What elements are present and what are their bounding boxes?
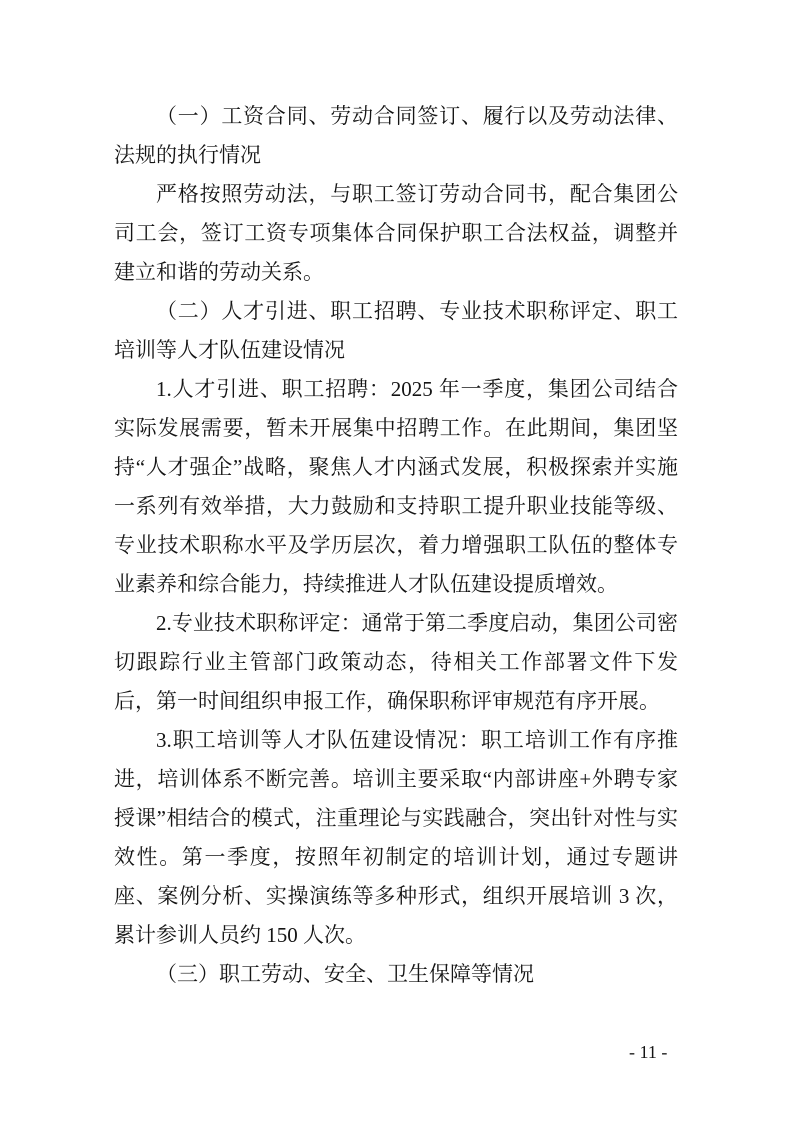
heading-section-3: （三）职工劳动、安全、卫生保障等情况 <box>156 962 534 986</box>
body-paragraph-labor-contracts: 严格按照劳动法，与职工签订劳动合同书，配合集团公司工会，签订工资专项集体合同保护职工合法权益，调整并建立和谐的劳动关系。 <box>114 182 678 284</box>
heading-section-2: （二）人才引进、职工招聘、专业技术职称评定、职工培训等人才队伍建设情况 <box>114 299 678 362</box>
heading-section-1: （一）工资合同、劳动合同签订、履行以及劳动法律、法规的执行情况 <box>114 104 678 167</box>
body-paragraph-staff-training: 3.职工培训等人才队伍建设情况：职工培训工作有序推进，培训体系不断完善。培训主要采取“内部讲座+外聘专家授课”相结合的模式，注重理论与实践融合，突出针对性与实效性。第一季度，按照年初制定的培训计划，通过专题讲座、案例分析、实操演练等多种形式，组织开展培训 3 次，累计参训人员约 150 人次。 <box>114 728 678 947</box>
document-text-block <box>114 97 678 994</box>
body-paragraph-talent-recruitment: 1.人才引进、职工招聘：2025 年一季度，集团公司结合实际发展需要，暂未开展集中招聘工作。在此期间，集团坚持“人才强企”战略，聚焦人才内涵式发展，积极探索并实施一系列有效举措，大力鼓励和支持职工提升职业技能等级、专业技术职称水平及学历层次，着力增强职工队伍的整体专业素养和综合能力，持续推进人才队伍建设提质增效。 <box>114 377 678 596</box>
body-paragraph-title-evaluation: 2.专业技术职称评定：通常于第二季度启动，集团公司密切跟踪行业主管部门政策动态，待相关工作部署文件下发后，第一时间组织申报工作，确保职称评审规范有序开展。 <box>114 611 678 713</box>
page-number: - 11 - <box>629 1042 668 1062</box>
